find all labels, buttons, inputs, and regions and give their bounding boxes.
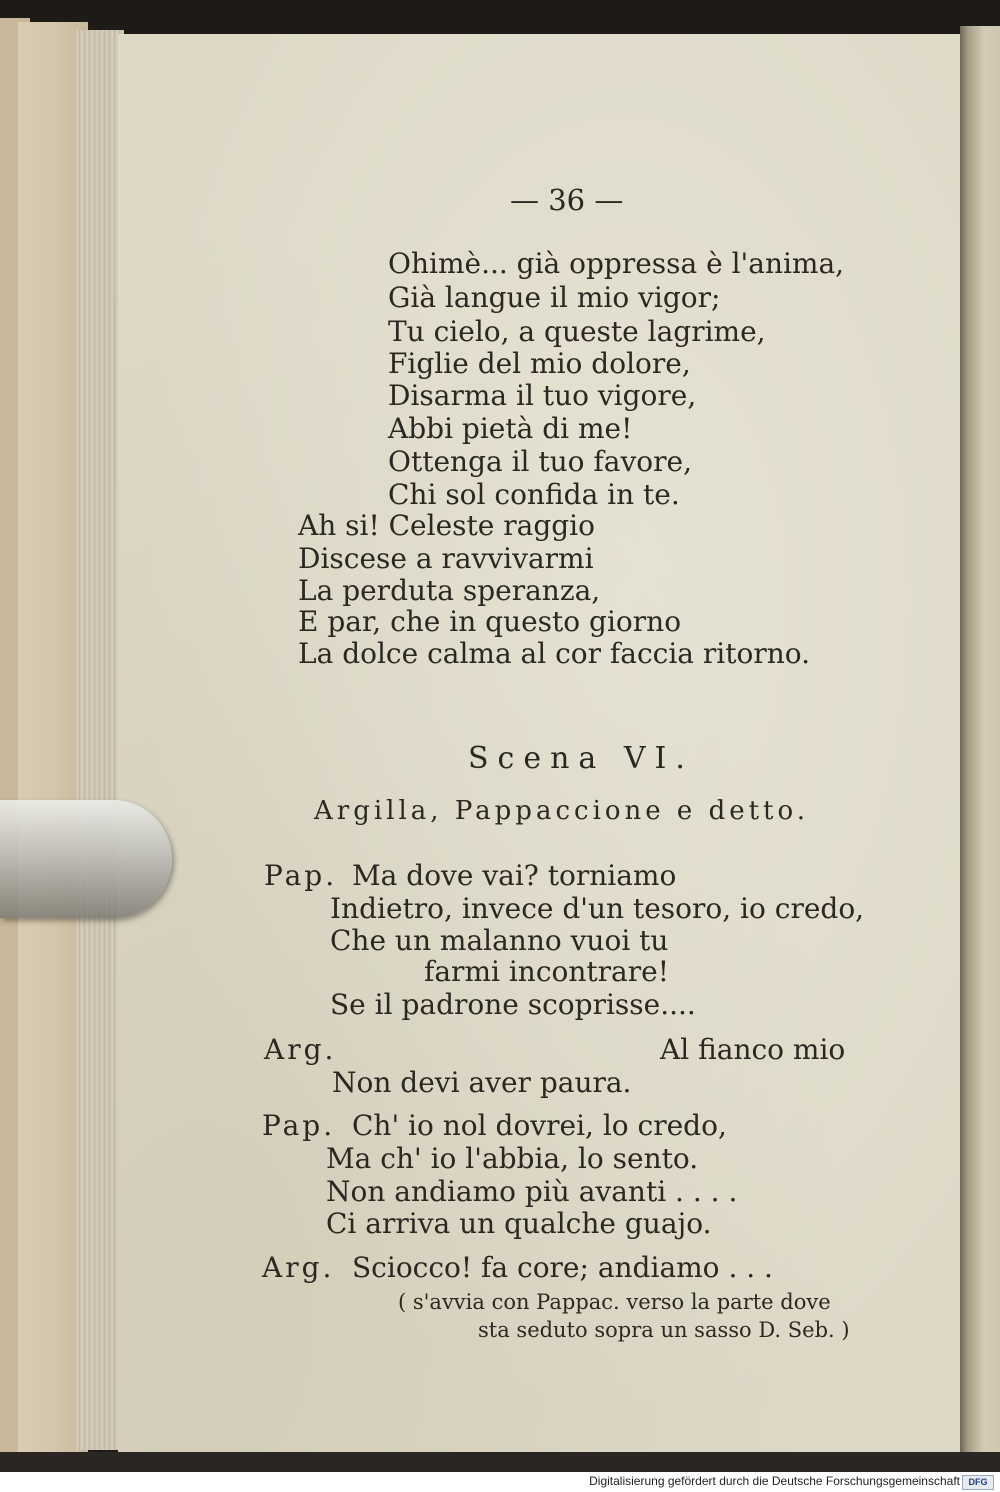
dialogue-line: Che un malanno vuoi tu xyxy=(330,924,669,957)
dialogue-line: farmi incontrare! xyxy=(424,955,669,988)
verse-line: La dolce calma al cor faccia ritorno. xyxy=(298,637,811,670)
scene-title: Scena VI. xyxy=(468,741,694,776)
verse-line: Discese a ravvivarmi xyxy=(298,542,594,575)
verse-line: Ah si! Celeste raggio xyxy=(298,509,595,542)
dialogue-line: Ma dove vai? torniamo xyxy=(352,859,677,892)
verse-line: Ohimè... già oppressa è l'anima, xyxy=(388,247,845,280)
page-number: — 36 — xyxy=(510,183,624,217)
verse-line: Figlie del mio dolore, xyxy=(388,347,691,380)
speaker-label: Arg. xyxy=(264,1033,337,1066)
speaker-label: Arg. xyxy=(262,1251,335,1284)
verse-line: La perduta speranza, xyxy=(298,574,601,607)
dialogue-line: Sciocco! fa core; andiamo . . . xyxy=(352,1251,773,1284)
scene-cast: Argilla, Pappaccione e detto. xyxy=(314,796,809,826)
stage-direction: sta seduto sopra un sasso D. Seb. ) xyxy=(478,1318,850,1342)
dialogue-line: Indietro, invece d'un tesoro, io credo, xyxy=(330,892,865,925)
verse-line: E par, che in questo giorno xyxy=(298,605,682,638)
dfg-logo-icon: DFG xyxy=(962,1475,994,1490)
stage-direction: ( s'avvia con Pappac. verso la parte dove xyxy=(398,1290,831,1314)
funding-credit: Digitalisierung gefördert durch die Deutsche Forschungsgemeinschaft xyxy=(589,1474,960,1488)
verse-line: Già langue il mio vigor; xyxy=(388,281,721,314)
verse-line: Disarma il tuo vigore, xyxy=(388,379,697,412)
verse-line: Chi sol confida in te. xyxy=(388,478,680,511)
dialogue-line: Al fianco mio xyxy=(660,1033,846,1066)
page-edges xyxy=(76,30,124,1450)
footer-bar xyxy=(0,1472,1000,1492)
verse-line: Ottenga il tuo favore, xyxy=(388,445,693,478)
dialogue-line: Ma ch' io l'abbia, lo sento. xyxy=(326,1142,699,1175)
speaker-label: Pap. xyxy=(262,1109,336,1142)
speaker-label: Pap. xyxy=(264,859,338,892)
dialogue-line: Non devi aver paura. xyxy=(332,1066,632,1099)
dialogue-line: Ci arriva un qualche guajo. xyxy=(326,1207,712,1240)
scan-shadow xyxy=(0,1452,1000,1472)
dialogue-line: Ch' io nol dovrei, lo credo, xyxy=(352,1109,727,1142)
dialogue-line: Non andiamo più avanti . . . . xyxy=(326,1175,738,1208)
dialogue-line: Se il padrone scoprisse.... xyxy=(330,988,696,1021)
facing-page-edge xyxy=(960,26,1000,1456)
verse-line: Abbi pietà di me! xyxy=(388,412,633,445)
verse-line: Tu cielo, a queste lagrime, xyxy=(388,315,766,348)
book-clip xyxy=(0,800,172,918)
